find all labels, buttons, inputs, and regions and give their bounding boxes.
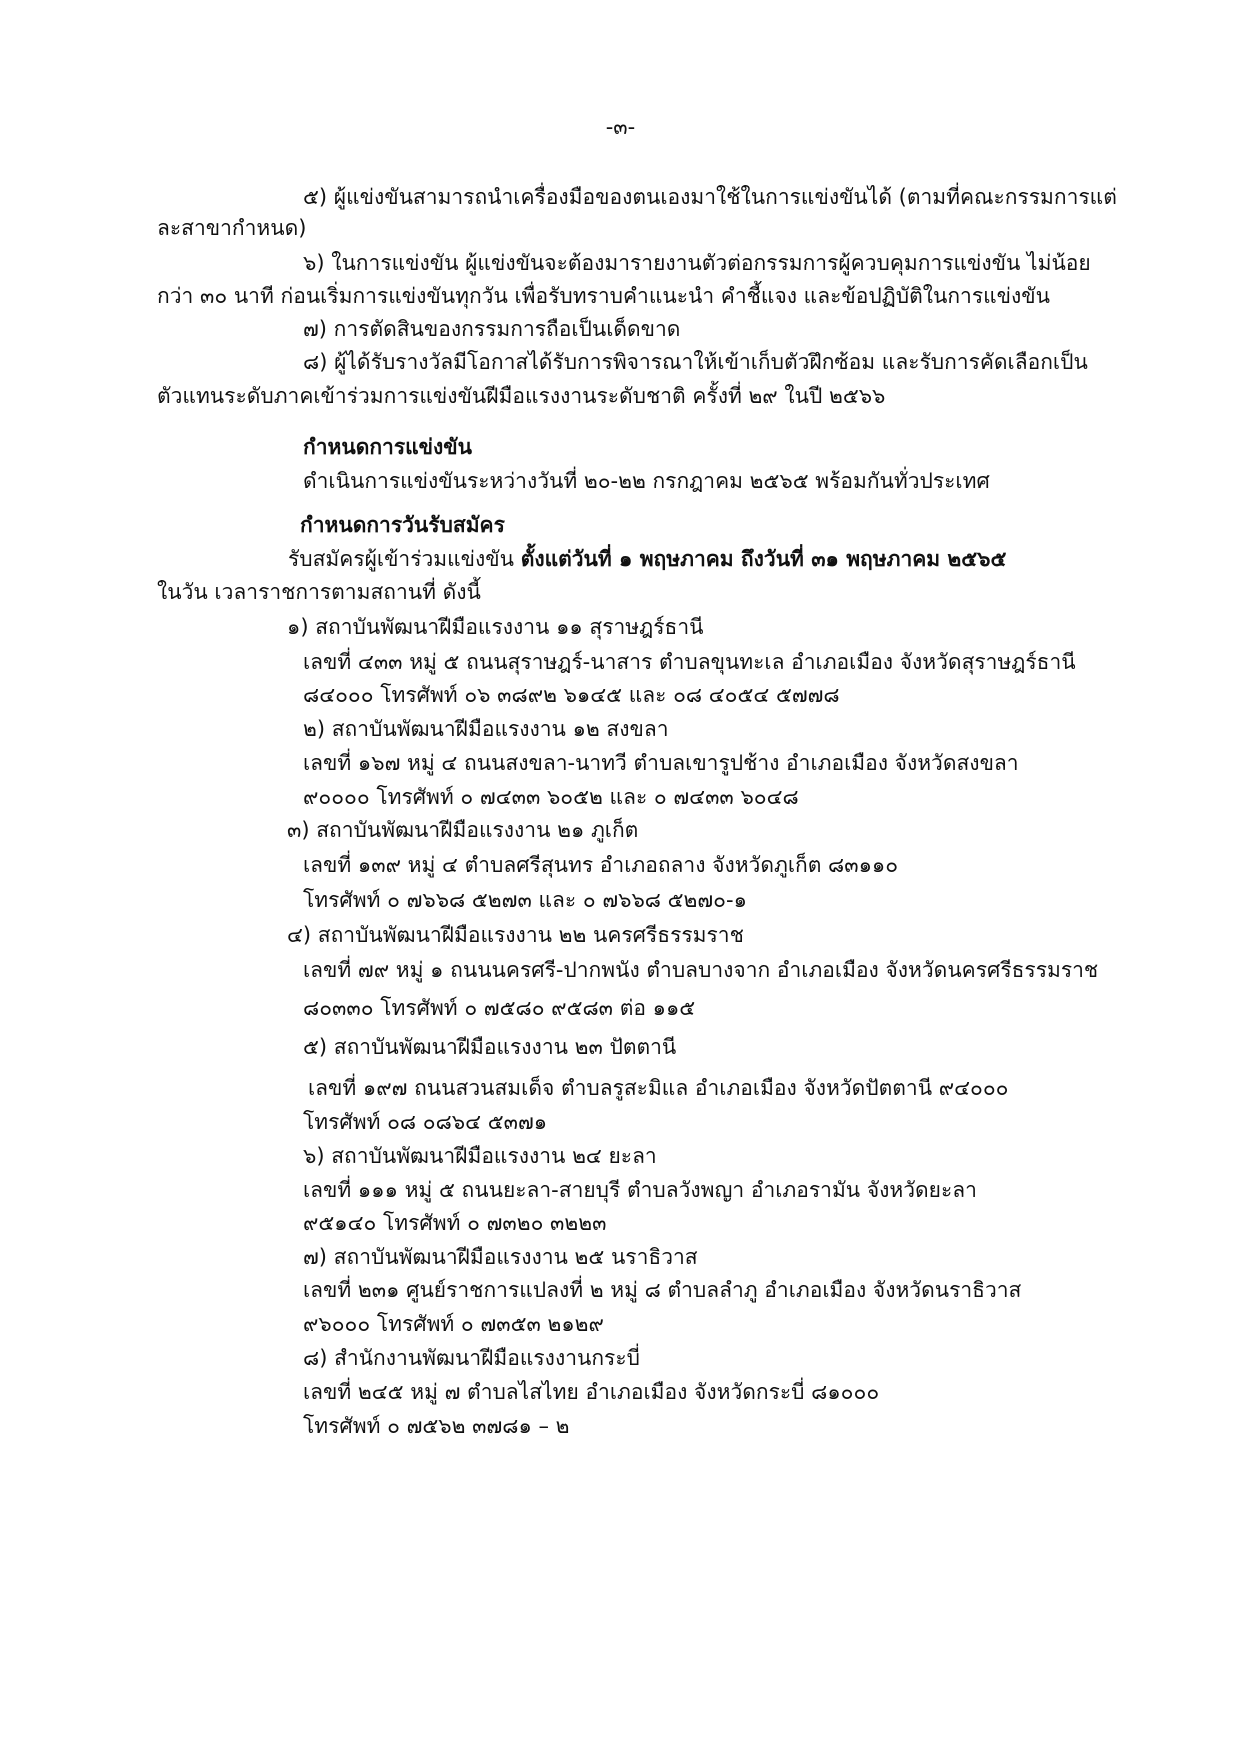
registration-intro xyxy=(288,544,1006,574)
location-4-addr2: ๘๐๓๓๐ โทรศัพท์ ๐ ๗๕๘๐ ๙๕๘๓ ต่อ ๑๑๕ xyxy=(303,996,696,1020)
location-5-name: ๕) สถาบันพัฒนาฝีมือแรงงาน ๒๓ ปัตตานี xyxy=(303,1035,677,1059)
location-1-addr1: เลขที่ ๔๓๓ หมู่ ๕ ถนนสุราษฎร์-นาสาร ตำบลขุนทะเล อำเภอเมือง จังหวัดสุราษฎร์ธานี xyxy=(303,650,1076,674)
location-7-addr2: ๙๖๐๐๐ โทรศัพท์ ๐ ๗๓๕๓ ๒๑๒๙ xyxy=(303,1312,604,1336)
registration-period: ตั้งแต่วันที่ ๑ พฤษภาคม ถึงวันที่ ๓๑ พฤษภาคม ๒๕๖๕ xyxy=(520,547,1007,571)
location-5-addr1: เลขที่ ๑๙๗ ถนนสวนสมเด็จ ตำบลรูสะมิแล อำเภอเมือง จังหวัดปัตตานี ๙๔๐๐๐ xyxy=(308,1076,1009,1100)
location-1-name: ๑) สถาบันพัฒนาฝีมือแรงงาน ๑๑ สุราษฎร์ธานี xyxy=(287,615,704,639)
rule-5-line1: ๕) ผู้แข่งขันสามารถนำเครื่องมือของตนเองมาใช้ในการแข่งขันได้ (ตามที่คณะกรรมการแต่ xyxy=(303,185,1117,209)
rule-5-line2: ละสาขากำหนด) xyxy=(157,216,307,240)
location-4-name: ๔) สถาบันพัฒนาฝีมือแรงงาน ๒๒ นครศรีธรรมราช xyxy=(287,923,744,947)
rule-8-line1: ๘) ผู้ได้รับรางวัลมีโอกาสได้รับการพิจารณาให้เข้าเก็บตัวฝึกซ้อม และรับการคัดเลือกเป็น xyxy=(303,350,1088,374)
location-6-addr2: ๙๕๑๔๐ โทรศัพท์ ๐ ๗๓๒๐ ๓๒๒๓ xyxy=(303,1211,607,1235)
location-2-addr2: ๙๐๐๐๐ โทรศัพท์ ๐ ๗๔๓๓ ๖๐๕๒ และ ๐ ๗๔๓๓ ๖๐๔๘ xyxy=(303,785,799,809)
location-3-name: ๓) สถาบันพัฒนาฝีมือแรงงาน ๒๑ ภูเก็ต xyxy=(287,818,639,842)
location-1-addr2: ๘๔๐๐๐ โทรศัพท์ ๐๖ ๓๘๙๒ ๖๑๔๕ และ ๐๘ ๔๐๕๔ ๕๗๗๘ xyxy=(303,683,840,707)
location-6-name: ๖) สถาบันพัฒนาฝีมือแรงงาน ๒๔ ยะลา xyxy=(303,1144,657,1168)
schedule-heading: กำหนดการแข่งขัน xyxy=(303,435,472,459)
registration-heading: กำหนดการวันรับสมัคร xyxy=(300,513,505,537)
location-3-addr1: เลขที่ ๑๓๙ หมู่ ๔ ตำบลศรีสุนทร อำเภอถลาง จังหวัดภูเก็ต ๘๓๑๑๐ xyxy=(303,853,899,877)
location-6-addr1: เลขที่ ๑๑๑ หมู่ ๕ ถนนยะลา-สายบุรี ตำบลวังพญา อำเภอรามัน จังหวัดยะลา xyxy=(303,1178,977,1202)
rule-8-line2: ตัวแทนระดับภาคเข้าร่วมการแข่งขันฝีมือแรงงานระดับชาติ ครั้งที่ ๒๙ ในปี ๒๕๖๖ xyxy=(157,384,886,408)
location-8-addr1: เลขที่ ๒๔๕ หมู่ ๗ ตำบลไสไทย อำเภอเมือง จังหวัดกระบี่ ๘๑๐๐๐ xyxy=(303,1380,880,1404)
location-8-addr2: โทรศัพท์ ๐ ๗๕๖๒ ๓๗๘๑ – ๒ xyxy=(303,1414,570,1438)
location-7-name: ๗) สถาบันพัฒนาฝีมือแรงงาน ๒๕ นราธิวาส xyxy=(303,1245,698,1269)
registration-intro-line2: ในวัน เวลาราชการตามสถานที่ ดังนี้ xyxy=(157,580,481,604)
schedule-text: ดำเนินการแข่งขันระหว่างวันที่ ๒๐-๒๒ กรกฎาคม ๒๕๖๕ พร้อมกันทั่วประเทศ xyxy=(303,469,990,493)
location-8-name: ๘) สำนักงานพัฒนาฝีมือแรงงานกระบี่ xyxy=(303,1346,640,1370)
registration-intro-normal: รับสมัครผู้เข้าร่วมแข่งขัน xyxy=(288,547,514,571)
location-4-addr1: เลขที่ ๗๙ หมู่ ๑ ถนนนครศรี-ปากพนัง ตำบลบางจาก อำเภอเมือง จังหวัดนครศรีธรรมราช xyxy=(303,958,1099,982)
rule-6-line1: ๖) ในการแข่งขัน ผู้แข่งขันจะต้องมารายงานตัวต่อกรรมการผู้ควบคุมการแข่งขัน ไม่น้อย xyxy=(303,251,1091,275)
location-2-addr1: เลขที่ ๑๖๗ หมู่ ๔ ถนนสงขลา-นาทวี ตำบลเขารูปช้าง อำเภอเมือง จังหวัดสงขลา xyxy=(303,751,1019,775)
page-number: -๓- xyxy=(605,115,636,139)
location-7-addr1: เลขที่ ๒๓๑ ศูนย์ราชการแปลงที่ ๒ หมู่ ๘ ตำบลลำภู อำเภอเมือง จังหวัดนราธิวาส xyxy=(303,1278,1022,1302)
rule-6-line2: กว่า ๓๐ นาที ก่อนเริ่มการแข่งขันทุกวัน เพื่อรับทราบคำแนะนำ คำชี้แจง และข้อปฏิบัติในการแข่งขัน xyxy=(157,284,1050,308)
rule-7-line1: ๗) การตัดสินของกรรมการถือเป็นเด็ดขาด xyxy=(303,317,681,341)
location-5-addr2: โทรศัพท์ ๐๘ ๐๘๖๔ ๕๓๗๑ xyxy=(303,1110,548,1134)
location-2-name: ๒) สถาบันพัฒนาฝีมือแรงงาน ๑๒ สงขลา xyxy=(303,717,669,741)
location-3-addr2: โทรศัพท์ ๐ ๗๖๖๘ ๕๒๗๓ และ ๐ ๗๖๖๘ ๕๒๗๐-๑ xyxy=(303,888,747,912)
